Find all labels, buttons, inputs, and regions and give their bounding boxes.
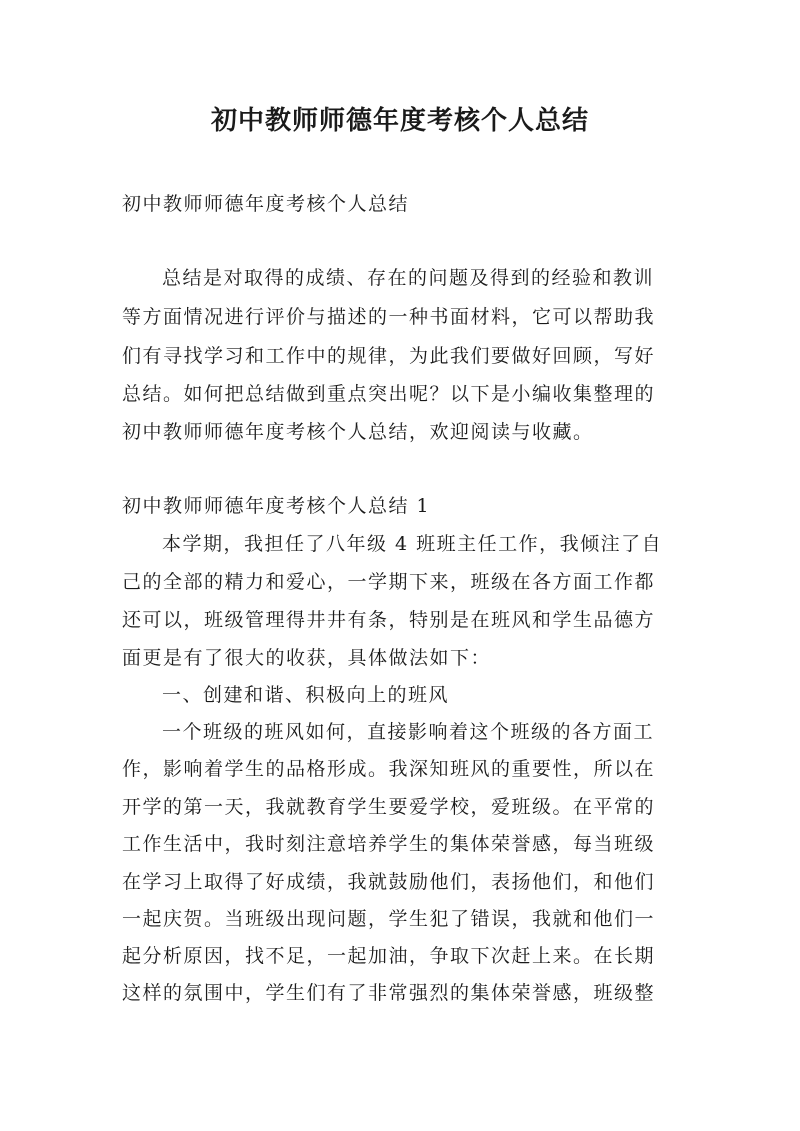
paragraph-line: 本学期，我担任了八年级 4 班班主任工作，我倾注了自 <box>162 533 663 555</box>
paragraph-line: 在学习上取得了好成绩，我就鼓励他们，表扬他们，和他们 <box>122 871 656 893</box>
paragraph-line: 起分析原因，找不足，一起加油，争取下次赶上来。在长期 <box>122 945 656 967</box>
section-heading: 初中教师师德年度考核个人总结 1 <box>122 495 431 517</box>
subheading: 一、创建和谐、积极向上的班风 <box>162 684 450 706</box>
intro-line: 总结是对取得的成绩、存在的问题及得到的经验和教训 <box>162 267 655 289</box>
document-subtitle: 初中教师师德年度考核个人总结 <box>122 193 410 215</box>
paragraph-line: 一个班级的班风如何，直接影响着这个班级的各方面工 <box>162 721 655 743</box>
paragraph-line: 一起庆贺。当班级出现问题，学生犯了错误，我就和他们一 <box>122 908 656 930</box>
paragraph-line: 己的全部的精力和爱心，一学期下来，班级在各方面工作都 <box>122 571 656 593</box>
paragraph-line: 作，影响着学生的品格形成。我深知班风的重要性，所以在 <box>122 758 656 780</box>
paragraph-line: 还可以，班级管理得井井有条，特别是在班风和学生品德方 <box>122 609 656 631</box>
paragraph-line: 面更是有了很大的收获，具体做法如下： <box>122 647 492 669</box>
document-title: 初中教师师德年度考核个人总结 <box>210 106 589 136</box>
paragraph-line: 工作生活中，我时刻注意培养学生的集体荣誉感，每当班级 <box>122 833 656 855</box>
paragraph-line: 这样的氛围中，学生们有了非常强烈的集体荣誉感，班级整 <box>122 982 656 1004</box>
intro-line: 初中教师师德年度考核个人总结，欢迎阅读与收藏。 <box>122 421 594 443</box>
intro-line: 们有寻找学习和工作中的规律，为此我们要做好回顾，写好 <box>122 345 656 367</box>
paragraph-line: 开学的第一天，我就教育学生要爱学校，爱班级。在平常的 <box>122 796 656 818</box>
intro-line: 总结。如何把总结做到重点突出呢？以下是小编收集整理的 <box>122 383 656 405</box>
intro-line: 等方面情况进行评价与描述的一种书面材料，它可以帮助我 <box>122 306 656 328</box>
